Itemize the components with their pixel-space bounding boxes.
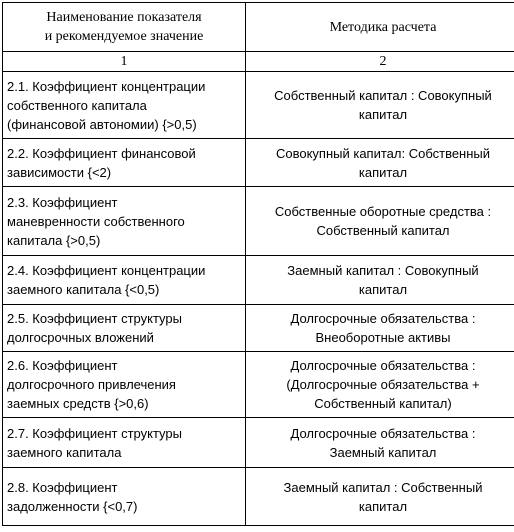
indicator-name-line: 2.4. Коэффициент концентрации [7, 263, 206, 278]
header-calculation-method: Методика расчета [246, 3, 514, 52]
indicator-name [3, 256, 246, 305]
method-line: Собственные оборотные средства : [274, 204, 492, 219]
method-line: Собственный капитал : Совокупный [274, 88, 492, 103]
method-line: (Долгосрочные обязательства + [286, 377, 480, 392]
header-row [3, 3, 514, 52]
indicator-name-line: (финансовой автономии) {>0,5) [7, 116, 197, 132]
method-line: капитал [358, 282, 408, 297]
indicator-name-line: 2.3. Коэффициент [7, 194, 118, 210]
indicator-name-line: собственного капитала [7, 97, 147, 113]
calculation-method [246, 468, 514, 526]
method-line: Заемный капитал : Собственный [283, 479, 483, 495]
calculation-method [246, 352, 514, 418]
indicator-name [3, 352, 246, 418]
calculation-method [246, 305, 514, 352]
column-number-2: 2 [246, 52, 514, 72]
table-row [3, 187, 514, 256]
table-row [3, 468, 514, 526]
calculation-method [246, 139, 514, 187]
indicator-name-line: 2.7. Коэффициент структуры [7, 425, 182, 441]
method-line: Собственный капитал) [314, 396, 452, 411]
method-line: Долгосрочные обязательства : [290, 311, 476, 326]
indicator-name-line: заемного капитала [7, 444, 122, 460]
indicator-name-line: 2.5. Коэффициент структуры [7, 311, 182, 326]
indicator-name-line: 2.1. Коэффициент концентрации [7, 78, 206, 94]
table-row [3, 352, 514, 418]
indicator-name-line: заемного капитала {<0,5) [7, 282, 160, 297]
method-line: капитал [358, 164, 408, 180]
column-number-row [3, 52, 514, 72]
indicator-name-line: заемных средств {>0,6) [7, 396, 149, 411]
calculation-method [246, 72, 514, 139]
column-number-1: 1 [3, 52, 246, 72]
indicator-name-line: 2.2. Коэффициент финансовой [7, 145, 196, 161]
indicator-name-line: капитала {>0,5) [7, 232, 101, 248]
indicator-name [3, 139, 246, 187]
table-row [3, 72, 514, 139]
indicator-name-line: 2.8. Коэффициент [7, 479, 118, 495]
table-row [3, 305, 514, 352]
method-line: капитал [358, 107, 408, 122]
indicator-name-line: зависимости {<2) [7, 164, 112, 180]
indicator-name-line: маневренности собственного [7, 213, 185, 229]
header-left-line-2: и рекомендуемое значение [44, 29, 204, 44]
indicator-name [3, 468, 246, 526]
indicator-name-line: долгосрочных вложений [7, 330, 154, 345]
method-line: капитал [358, 498, 408, 514]
method-line: Заемный капитал : Совокупный [287, 263, 479, 278]
method-line: Заемный капитал [329, 444, 437, 460]
method-line: Долгосрочные обязательства : [290, 358, 476, 373]
method-line: Совокупный капитал: Собственный [275, 145, 491, 161]
indicator-name-line: задолженности {<0,7) [7, 498, 138, 514]
method-line: Внеоборотные активы [315, 330, 451, 345]
indicator-name-line: долгосрочного привлечения [7, 377, 176, 392]
table-row [3, 418, 514, 468]
header-left-line-1: Наименование показателя [46, 10, 202, 25]
calculation-method [246, 256, 514, 305]
indicator-name-line: 2.6. Коэффициент [7, 358, 118, 373]
header-indicator-name [3, 3, 246, 52]
table-row [3, 256, 514, 305]
indicators-table [2, 2, 514, 526]
indicator-name [3, 418, 246, 468]
method-line: Долгосрочные обязательства : [290, 425, 476, 441]
calculation-method [246, 418, 514, 468]
indicator-name [3, 72, 246, 139]
indicator-name [3, 305, 246, 352]
table-row [3, 139, 514, 187]
calculation-method [246, 187, 514, 256]
indicator-name [3, 187, 246, 256]
method-line: Собственный капитал [316, 223, 450, 238]
